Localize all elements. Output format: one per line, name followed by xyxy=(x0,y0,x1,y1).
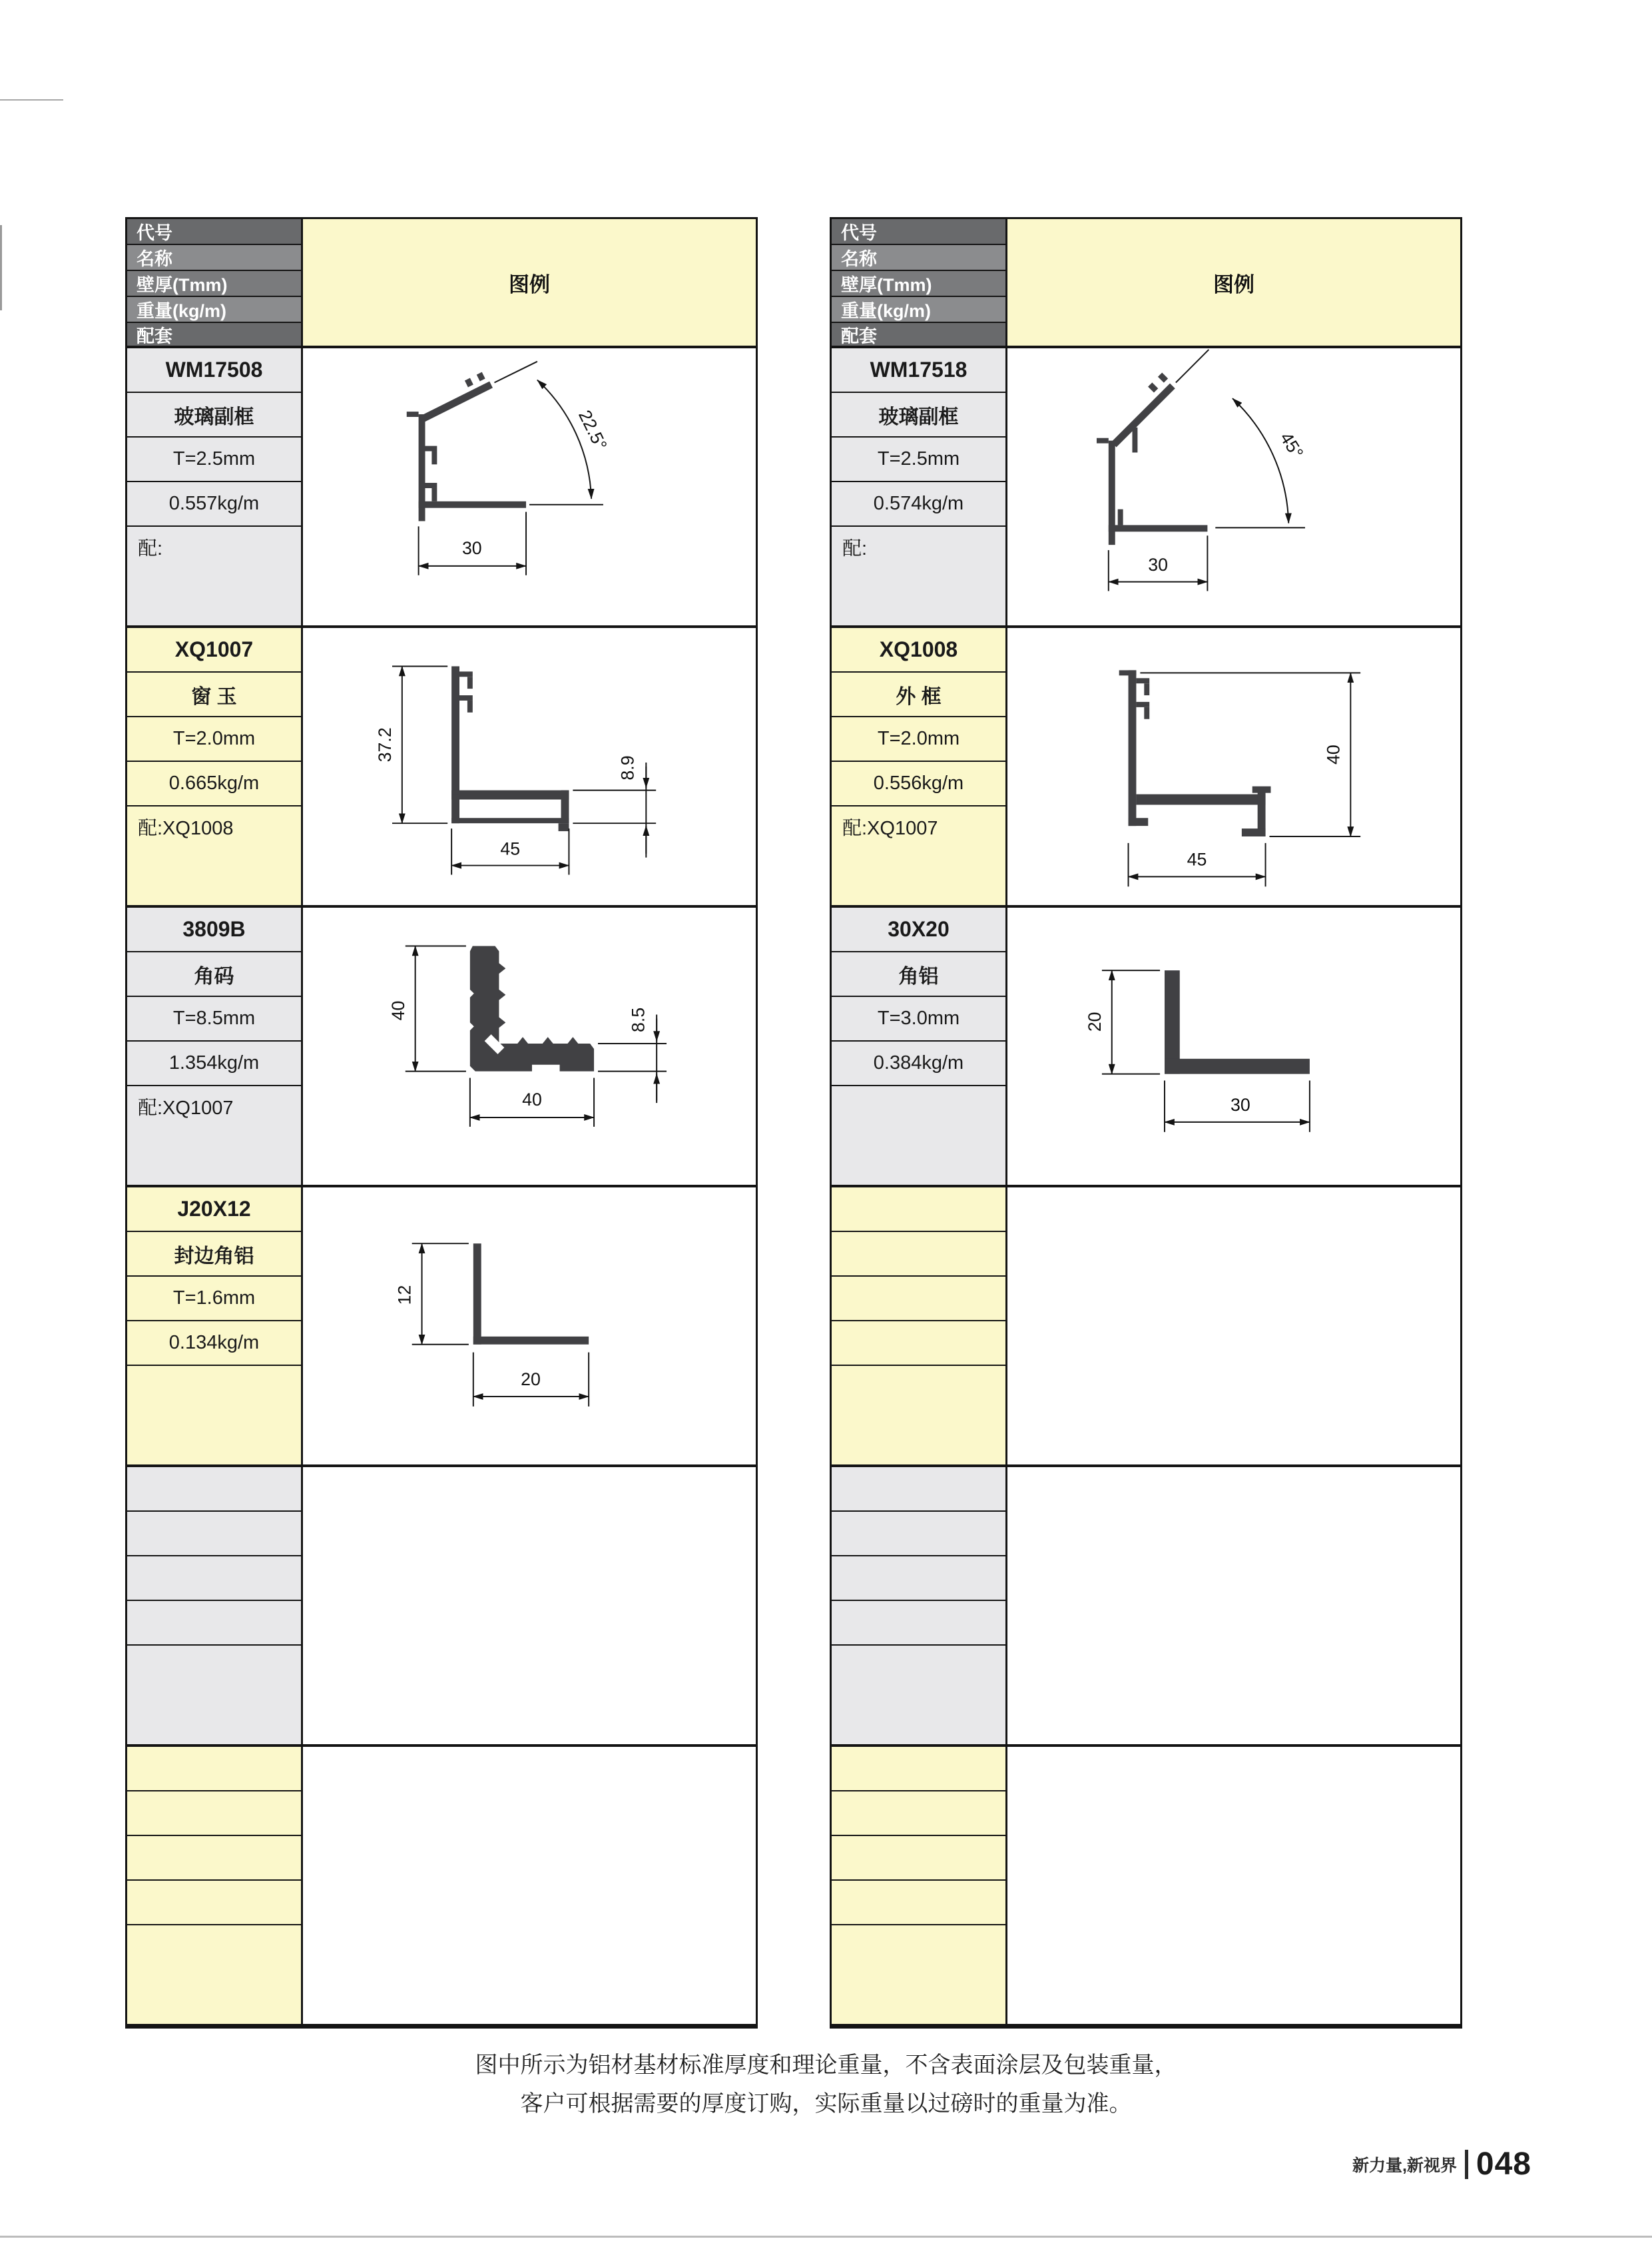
cell-name-empty xyxy=(832,1791,1007,1836)
footnote-line-1: 图中所示为铝材基材标准厚度和理论重量，不含表面涂层及包装重量， xyxy=(475,2053,1177,2078)
cell-code: XQ1008 xyxy=(832,628,1007,673)
print-mark-bottom xyxy=(0,2236,1652,2238)
cell-code-empty xyxy=(832,1467,1007,1512)
legend-drawing-wm17518 xyxy=(1007,348,1460,628)
dim-width: 30 xyxy=(1231,1095,1250,1116)
dim-height: 37.2 xyxy=(375,727,395,763)
cell-match: 配:XQ1008 xyxy=(127,806,303,908)
dim-height: 40 xyxy=(388,1000,408,1021)
cell-match-empty xyxy=(832,1366,1007,1467)
cell-code: J20X12 xyxy=(127,1187,303,1232)
cell-thickness: T=2.5mm xyxy=(832,438,1007,482)
cell-thickness-empty xyxy=(127,1836,303,1881)
dim-height: 40 xyxy=(1323,745,1344,765)
dim-width: 40 xyxy=(522,1090,542,1110)
cell-thickness: T=2.0mm xyxy=(832,717,1007,762)
cell-match-empty xyxy=(832,1646,1007,1747)
print-mark-top xyxy=(0,99,63,101)
cell-match-empty xyxy=(127,1646,303,1747)
header-code: 代号 xyxy=(832,219,1007,245)
header-thickness: 壁厚(Tmm) xyxy=(832,271,1007,297)
cell-match: 配: xyxy=(127,527,303,628)
cell-code-empty xyxy=(832,1747,1007,1791)
profile-diagram-xq1007 xyxy=(303,628,756,905)
legend-drawing-empty xyxy=(1007,1467,1460,1747)
cell-weight: 0.665kg/m xyxy=(127,762,303,806)
legend-drawing-empty xyxy=(1007,1187,1460,1467)
cell-weight: 0.574kg/m xyxy=(832,482,1007,527)
profile-table-left xyxy=(125,217,758,2029)
cell-name-empty xyxy=(127,1512,303,1556)
profile-diagram-j20x12 xyxy=(303,1187,756,1464)
dim-width: 20 xyxy=(521,1369,541,1390)
cell-thickness: T=3.0mm xyxy=(832,997,1007,1042)
cell-name: 封边角铝 xyxy=(127,1232,303,1277)
legend-drawing-3809b xyxy=(303,908,756,1187)
cell-code: XQ1007 xyxy=(127,628,303,673)
dim-flange: 8.9 xyxy=(617,755,638,781)
legend-drawing-empty xyxy=(303,1747,756,2027)
dim-height: 20 xyxy=(1084,1012,1105,1032)
cell-thickness: T=1.6mm xyxy=(127,1277,303,1321)
header-match: 配套 xyxy=(832,323,1007,348)
cell-code: 3809B xyxy=(127,908,303,952)
legend-drawing-empty xyxy=(303,1467,756,1747)
cell-name-empty xyxy=(832,1232,1007,1277)
cell-thickness-empty xyxy=(832,1556,1007,1601)
profile-diagram-xq1008 xyxy=(1007,628,1460,905)
cell-weight-empty xyxy=(127,1601,303,1646)
dim-width: 45 xyxy=(500,838,521,859)
cell-name: 玻璃副框 xyxy=(832,393,1007,438)
cell-weight-empty xyxy=(832,1321,1007,1366)
cell-code-empty xyxy=(127,1467,303,1512)
cell-match xyxy=(832,1086,1007,1187)
cell-code: WM17508 xyxy=(127,348,303,393)
cell-weight: 0.134kg/m xyxy=(127,1321,303,1366)
profile-diagram-wm17518 xyxy=(1007,348,1460,625)
header-code: 代号 xyxy=(127,219,303,245)
cell-name: 窗 玉 xyxy=(127,673,303,717)
legend-drawing-wm17508 xyxy=(303,348,756,628)
header-weight: 重量(kg/m) xyxy=(127,297,303,323)
footer-brand xyxy=(1332,2146,1531,2182)
legend-drawing-empty xyxy=(1007,1747,1460,2027)
header-legend: 图例 xyxy=(303,219,756,348)
cell-weight-empty xyxy=(127,1881,303,1925)
cell-match xyxy=(127,1366,303,1467)
cell-thickness: T=2.0mm xyxy=(127,717,303,762)
brand-slogan: 新力量,新视界 xyxy=(1352,2156,1457,2175)
cell-thickness-empty xyxy=(127,1556,303,1601)
header-match: 配套 xyxy=(127,323,303,348)
profile-table-right xyxy=(830,217,1462,2029)
cell-code: WM17518 xyxy=(832,348,1007,393)
cell-code-empty xyxy=(832,1187,1007,1232)
cell-weight: 0.384kg/m xyxy=(832,1042,1007,1086)
header-name: 名称 xyxy=(127,245,303,271)
cell-name: 角码 xyxy=(127,952,303,997)
dim-width: 30 xyxy=(461,538,482,559)
cell-name: 角铝 xyxy=(832,952,1007,997)
cell-match-empty xyxy=(127,1925,303,2027)
brand-divider xyxy=(1465,2150,1468,2179)
cell-name-empty xyxy=(832,1512,1007,1556)
legend-drawing-xq1007 xyxy=(303,628,756,908)
cell-code: 30X20 xyxy=(832,908,1007,952)
cell-weight-empty xyxy=(832,1601,1007,1646)
cell-match: 配:XQ1007 xyxy=(832,806,1007,908)
cell-thickness: T=8.5mm xyxy=(127,997,303,1042)
legend-drawing-xq1008 xyxy=(1007,628,1460,908)
cell-weight: 0.557kg/m xyxy=(127,482,303,527)
cell-match-empty xyxy=(832,1925,1007,2027)
footnote-line-2: 客户可根据需要的厚度订购，实际重量以过磅时的重量为准。 xyxy=(520,2091,1132,2116)
cell-name: 外 框 xyxy=(832,673,1007,717)
profile-diagram-3809b xyxy=(303,908,756,1185)
dim-flange: 8.5 xyxy=(628,1007,649,1032)
cell-match: 配:XQ1007 xyxy=(127,1086,303,1187)
legend-drawing-j20x12 xyxy=(303,1187,756,1467)
cell-thickness: T=2.5mm xyxy=(127,438,303,482)
legend-drawing-30x20 xyxy=(1007,908,1460,1187)
header-weight: 重量(kg/m) xyxy=(832,297,1007,323)
profile-diagram-30x20 xyxy=(1007,908,1460,1185)
header-legend: 图例 xyxy=(1007,219,1460,348)
dim-width: 30 xyxy=(1148,554,1168,575)
dim-width: 45 xyxy=(1187,849,1207,870)
cell-match: 配: xyxy=(832,527,1007,628)
cell-code-empty xyxy=(127,1747,303,1791)
page-number: 048 xyxy=(1476,2146,1531,2182)
cell-weight: 0.556kg/m xyxy=(832,762,1007,806)
dim-angle: 22.5° xyxy=(575,407,611,454)
dim-angle: 45° xyxy=(1276,428,1308,462)
dim-height: 12 xyxy=(394,1285,415,1305)
cell-thickness-empty xyxy=(832,1836,1007,1881)
print-mark-left xyxy=(0,225,2,310)
cell-name: 玻璃副框 xyxy=(127,393,303,438)
cell-weight: 1.354kg/m xyxy=(127,1042,303,1086)
profile-diagram-wm17508 xyxy=(303,348,756,625)
header-name: 名称 xyxy=(832,245,1007,271)
footnote xyxy=(0,2046,1652,2123)
cell-name-empty xyxy=(127,1791,303,1836)
header-thickness: 壁厚(Tmm) xyxy=(127,271,303,297)
cell-thickness-empty xyxy=(832,1277,1007,1321)
cell-weight-empty xyxy=(832,1881,1007,1925)
